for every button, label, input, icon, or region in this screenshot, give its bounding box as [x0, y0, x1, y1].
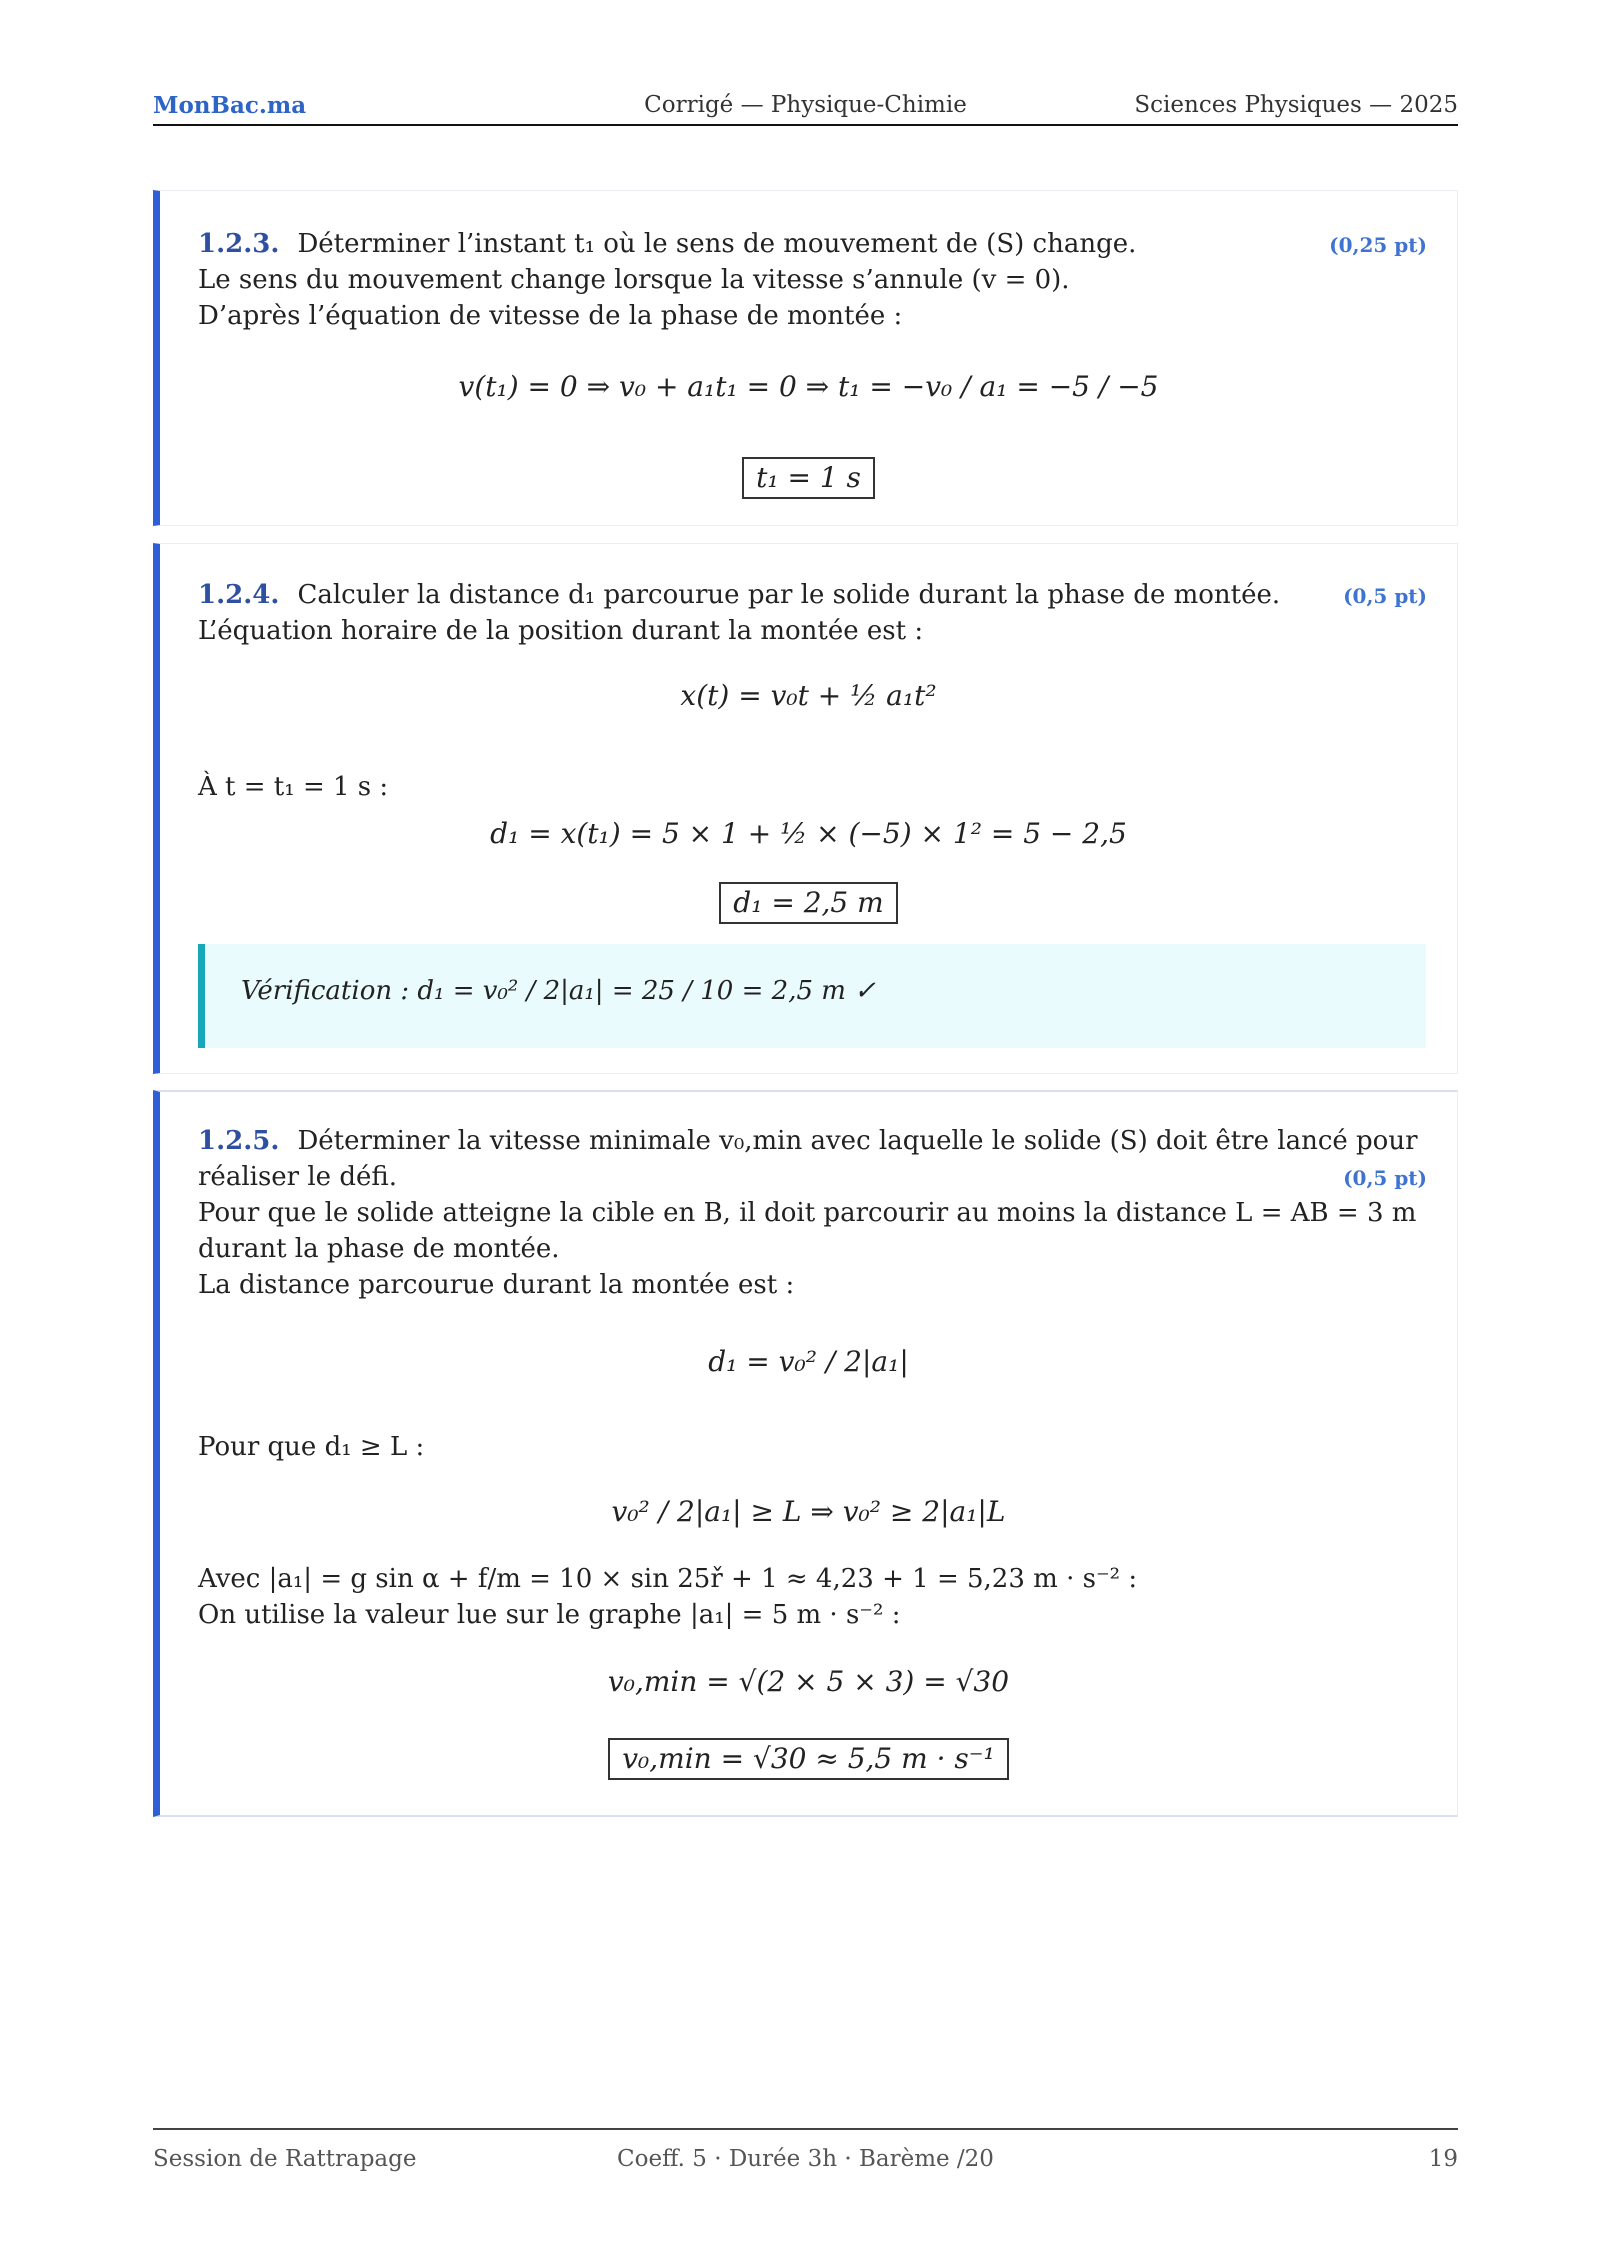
result-value: t₁ = 1 s — [742, 457, 875, 499]
points-badge: (0,25 pt) — [1329, 233, 1427, 257]
question-text: Déterminer l’instant t₁ où le sens de mouvement de (S) change. — [297, 229, 1137, 259]
question-statement — [198, 1124, 1418, 1158]
answer-line: L’équation horaire de la position durant la montée est : — [198, 616, 924, 646]
answer-line: La distance parcourue durant la montée est : — [198, 1270, 795, 1300]
question-text: Déterminer la vitesse minimale v₀,min avec laquelle le solide (S) doit être lancé pour — [297, 1126, 1418, 1156]
question-box-1-2-5 — [153, 1090, 1458, 1817]
points-badge: (0,5 pt) — [1343, 1166, 1427, 1190]
answer-line: durant la phase de montée. — [198, 1234, 560, 1264]
answer-line: Pour que d₁ ≥ L : — [198, 1432, 425, 1462]
answer-line: D’après l’équation de vitesse de la phase de montée : — [198, 301, 903, 331]
boxed-result — [160, 1738, 1457, 1780]
verification-callout — [198, 944, 1426, 1048]
points-badge: (0,5 pt) — [1343, 584, 1427, 608]
boxed-result — [160, 882, 1457, 924]
result-value: v₀,min = √30 ≈ 5,5 m · s⁻¹ — [608, 1738, 1009, 1780]
header-title: Corrigé — Physique-Chimie — [644, 92, 967, 118]
brand-logo: MonBac.ma — [153, 92, 307, 119]
question-text: Calculer la distance d₁ parcourue par le solide durant la phase de montée. — [297, 580, 1281, 610]
question-number: 1.2.5. — [198, 1126, 280, 1156]
page-footer — [153, 2128, 1458, 2188]
question-number: 1.2.3. — [198, 229, 280, 259]
question-statement — [198, 227, 1136, 261]
equation: v₀,min = √(2 × 5 × 3) = √30 — [607, 1665, 1010, 1698]
equation: d₁ = v₀² / 2|a₁| — [708, 1345, 909, 1378]
answer-line: À t = t₁ = 1 s : — [198, 772, 389, 802]
page-header — [153, 88, 1458, 126]
equation: d₁ = x(t₁) = 5 × 1 + ½ × (−5) × 1² = 5 − 2,5 — [490, 817, 1127, 850]
footer-session: Session de Rattrapage — [153, 2146, 417, 2172]
answer-line: On utilise la valeur lue sur le graphe |a₁| = 5 m · s⁻² : — [198, 1600, 901, 1630]
verification-text: Vérification : d₁ = v₀² / 2|a₁| = 25 / 10 = 2,5 m ✓ — [241, 976, 876, 1006]
question-statement — [198, 578, 1280, 612]
result-value: d₁ = 2,5 m — [719, 882, 897, 924]
page-number: 19 — [1428, 2146, 1458, 2172]
equation: v₀² / 2|a₁| ≥ L ⇒ v₀² ≥ 2|a₁|L — [611, 1495, 1006, 1528]
footer-info: Coeff. 5 · Durée 3h · Barème /20 — [617, 2146, 994, 2172]
answer-line: Avec |a₁| = g sin α + f/m = 10 × sin 25ř + 1 ≈ 4,23 + 1 = 5,23 m · s⁻² : — [198, 1564, 1138, 1594]
header-subject: Sciences Physiques — 2025 — [1134, 92, 1458, 118]
answer-line: Le sens du mouvement change lorsque la vitesse s’annule (v = 0). — [198, 265, 1070, 295]
question-box-1-2-4 — [153, 543, 1458, 1074]
answer-line: Pour que le solide atteigne la cible en B, il doit parcourir au moins la distance L = AB = 3 m — [198, 1198, 1417, 1228]
equation: x(t) = v₀t + ½ a₁t² — [680, 679, 937, 712]
equation: v(t₁) = 0 ⇒ v₀ + a₁t₁ = 0 ⇒ t₁ = −v₀ / a₁ = −5 / −5 — [458, 370, 1159, 403]
question-text-continued: réaliser le défi. — [198, 1162, 397, 1192]
question-box-1-2-3 — [153, 190, 1458, 526]
question-number: 1.2.4. — [198, 580, 280, 610]
boxed-result — [160, 457, 1457, 499]
